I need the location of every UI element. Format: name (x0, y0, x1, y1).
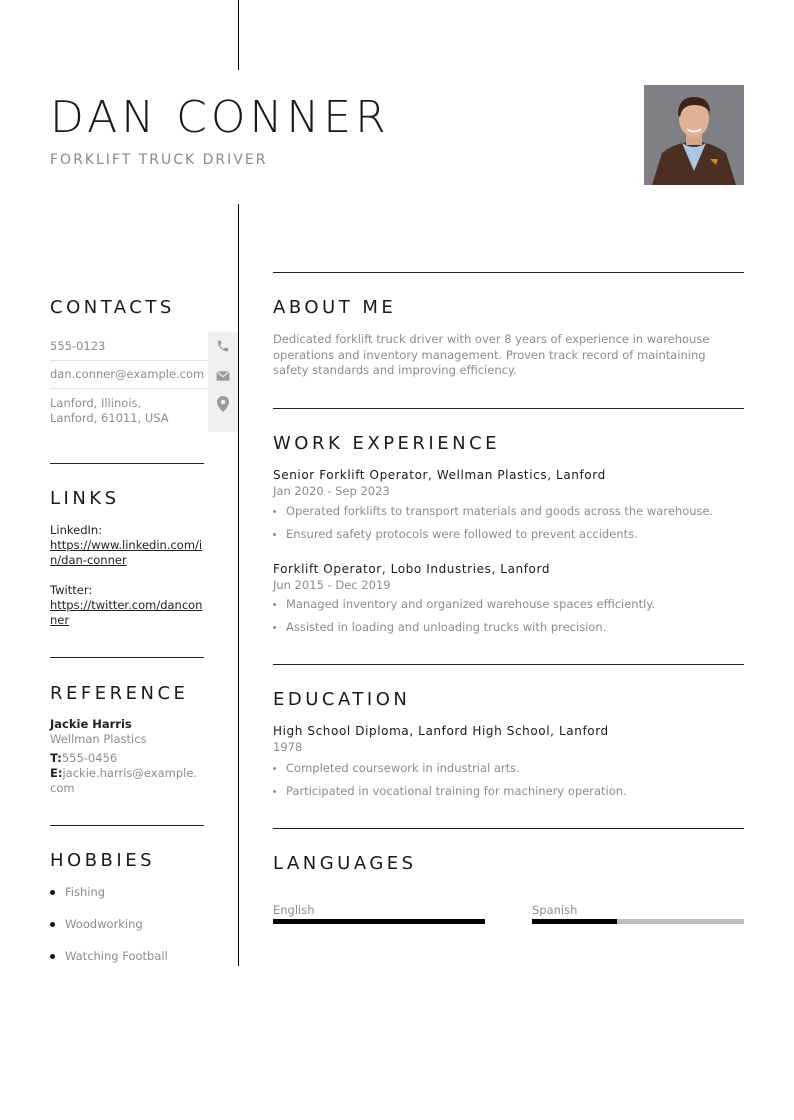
job-bullet (273, 597, 655, 611)
bullet-dot (273, 626, 276, 629)
bullet-dot (273, 533, 276, 536)
reference-phone-label: T: (50, 751, 62, 765)
reference-email-row (50, 766, 200, 796)
bullet-dot (50, 954, 55, 959)
hobby-label: Fishing (65, 885, 106, 899)
location-pin-icon (208, 390, 238, 418)
link-label-linkedin: LinkedIn: (50, 523, 103, 537)
link-label-twitter: Twitter: (50, 583, 93, 597)
contact-address: Lanford, Illinois, Lanford, 61011, USA (50, 396, 169, 425)
section-divider (273, 828, 744, 829)
bullet-text: Operated forklifts to transport materials and goods across the warehouse. (286, 504, 714, 518)
contact-phone[interactable]: 555-0123 (50, 339, 106, 353)
section-divider (50, 825, 204, 826)
link-url-linkedin[interactable]: https://www.linkedin.com/in/dan-conner (50, 538, 203, 567)
job-dates: Jun 2015 - Dec 2019 (273, 578, 391, 592)
section-divider (273, 272, 744, 273)
education-dates: 1978 (273, 740, 303, 754)
experience-section-title: WORK EXPERIENCE (273, 433, 501, 454)
hobby-item (50, 917, 143, 931)
contact-icons-column (208, 332, 238, 432)
hobby-label: Watching Football (65, 949, 168, 963)
languages-section-title: LANGUAGES (273, 853, 417, 874)
bullet-dot (273, 767, 276, 770)
contact-divider (50, 388, 208, 389)
job-bullet (273, 527, 638, 541)
bullet-text: Completed coursework in industrial arts. (286, 761, 520, 775)
section-divider (50, 463, 204, 464)
language-level-bar-english (273, 919, 485, 924)
language-level-fill (532, 919, 617, 924)
bullet-text: Assisted in loading and unloading trucks with precision. (286, 620, 607, 634)
reference-phone-row (50, 751, 117, 766)
reference-company: Wellman Plastics (50, 732, 147, 746)
bullet-text: Managed inventory and organized warehouse spaces efficiently. (286, 597, 656, 611)
link-url-twitter[interactable]: https://twitter.com/danconner (50, 598, 203, 627)
reference-name: Jackie Harris (50, 717, 132, 731)
education-bullet (273, 761, 520, 775)
contact-email[interactable]: dan.conner@example.com (50, 367, 205, 381)
bullet-dot (50, 890, 55, 895)
job-title: Senior Forklift Operator, Wellman Plastics, Lanford (273, 468, 606, 482)
bullet-dot (273, 510, 276, 513)
job-title: Forklift Operator, Lobo Industries, Lanford (273, 562, 551, 576)
job-bullet (273, 620, 606, 634)
language-name-spanish: Spanish (532, 903, 578, 917)
profile-photo (644, 85, 744, 185)
bullet-dot (273, 790, 276, 793)
links-section-title: LINKS (50, 488, 120, 509)
bullet-text: Ensured safety protocols were followed to prevent accidents. (286, 527, 638, 541)
about-text: Dedicated forklift truck driver with over 8 years of experience in warehouse operations and inventory management. Proven track record of maintaining safety standards and improving efficiency. (273, 332, 710, 377)
about-section-title: ABOUT ME (273, 297, 397, 318)
bullet-text: Participated in vocational training for machinery operation. (286, 784, 627, 798)
contacts-section-title: CONTACTS (50, 297, 175, 318)
reference-phone[interactable]: 555-0456 (61, 751, 118, 765)
hobbies-section-title: HOBBIES (50, 850, 156, 871)
bullet-dot (273, 603, 276, 606)
section-divider (50, 657, 204, 658)
column-divider-line (238, 204, 239, 966)
envelope-icon (208, 362, 238, 390)
job-bullet (273, 504, 713, 518)
reference-email[interactable]: jackie.harris@example.com (50, 766, 198, 795)
top-divider-line (238, 0, 239, 70)
reference-email-label: E: (50, 766, 63, 780)
reference-section-title: REFERENCE (50, 683, 189, 704)
bullet-dot (50, 922, 55, 927)
hobby-item (50, 885, 105, 899)
section-divider (273, 408, 744, 409)
language-level-bar-spanish (532, 919, 744, 924)
hobby-label: Woodworking (65, 917, 143, 931)
contact-divider (50, 360, 208, 361)
phone-icon (208, 332, 238, 360)
job-dates: Jan 2020 - Sep 2023 (273, 484, 390, 498)
candidate-job-title: FORKLIFT TRUCK DRIVER (50, 152, 268, 168)
education-title: High School Diploma, Lanford High School, Lanford (273, 724, 609, 738)
education-section-title: EDUCATION (273, 689, 411, 710)
candidate-name: DAN CONNER (50, 92, 390, 143)
language-name-english: English (273, 903, 315, 917)
education-bullet (273, 784, 627, 798)
section-divider (273, 664, 744, 665)
language-level-fill (273, 919, 485, 924)
hobby-item (50, 949, 168, 963)
